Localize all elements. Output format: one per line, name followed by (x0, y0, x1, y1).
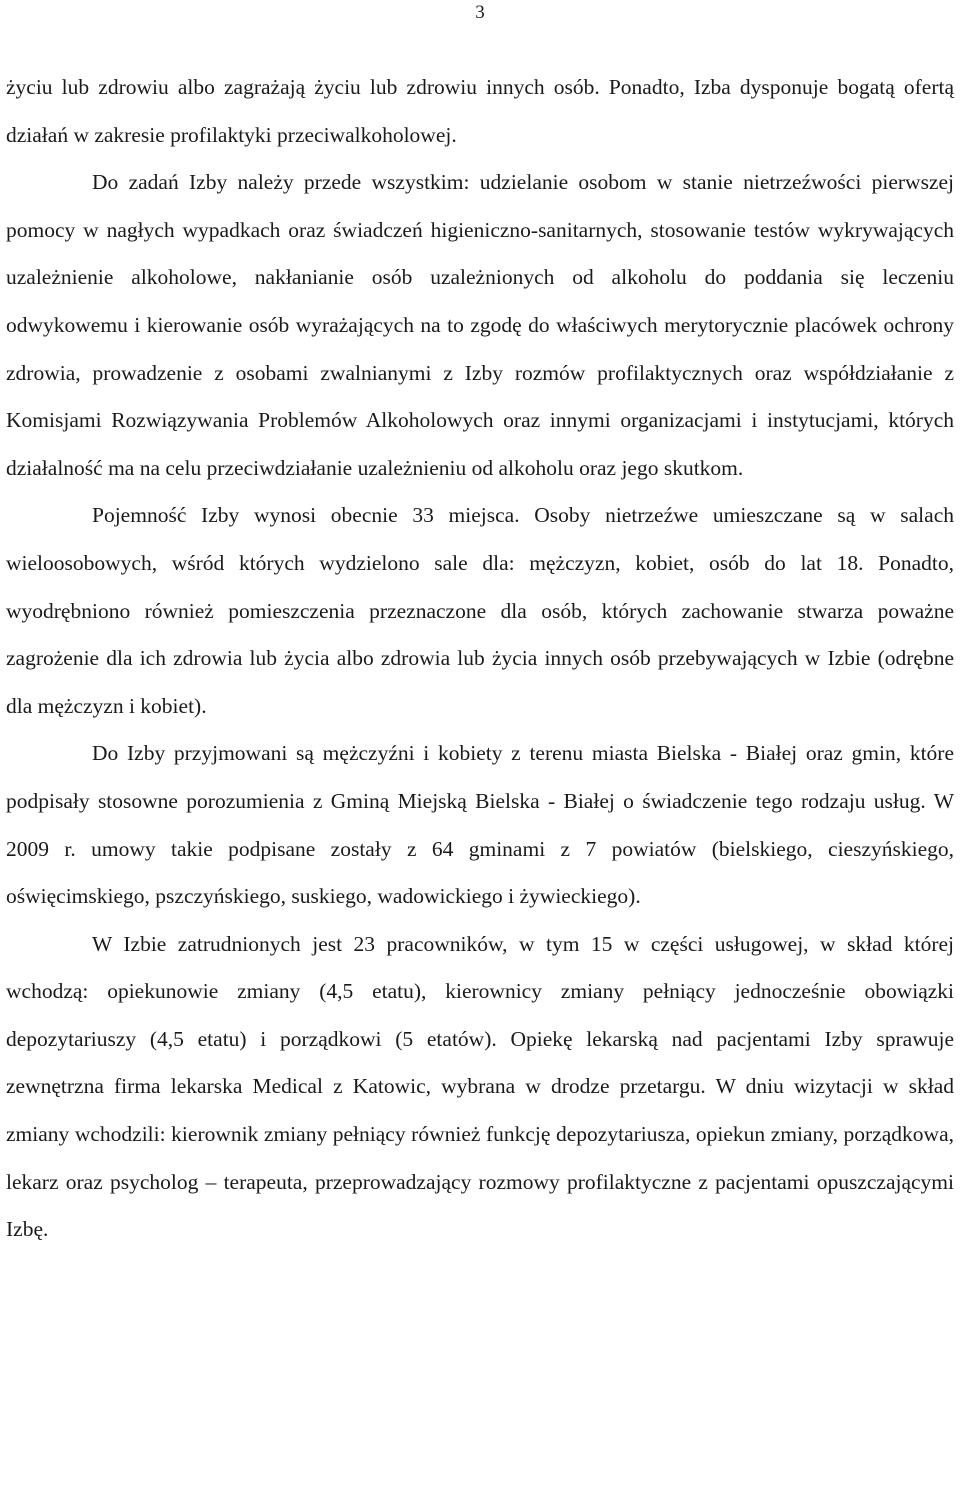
paragraph-4: Do Izby przyjmowani są mężczyźni i kobiety z terenu miasta Bielska - Białej oraz gmin, które podpisały stosowne porozumienia z Gminą Miejską Bielska - Białej o świadczenie tego rodzaju usług. W 2009 r. umowy takie podpisane zostały z 64 gminami z 7 powiatów (bielskiego, cieszyńskiego, oświęcimskiego, pszczyńskiego, suskiego, wadowickiego i żywieckiego). (6, 741, 954, 909)
paragraph-2: Do zadań Izby należy przede wszystkim: udzielanie osobom w stanie nietrzeźwości pierwszej pomocy w nagłych wypadkach oraz świadczeń higieniczno-sanitarnych, stosowanie testów wykrywających uzależnienie alkoholowe, nakłanianie osób uzależnionych od alkoholu do poddania się leczeniu odwykowemu i kierowanie osób wyrażających na to zgodę do właściwych merytorycznie placówek ochrony zdrowia, prowadzenie z osobami zwalnianymi z Izby rozmów profilaktycznych oraz współdziałanie z Komisjami Rozwiązywania Problemów Alkoholowych oraz innymi organizacjami i instytucjami, których działalność ma na celu przeciwdziałanie uzależnieniu od alkoholu oraz jego skutkom. (6, 170, 954, 480)
page-number: 3 (475, 2, 485, 23)
paragraph-3: Pojemność Izby wynosi obecnie 33 miejsca. Osoby nietrzeźwe umieszczane są w salach wieloosobowych, wśród których wydzielono sale dla: mężczyzn, kobiet, osób do lat 18. Ponadto, wyodrębniono również pomieszczenia przeznaczone dla osób, których zachowanie stwarza poważne zagrożenie dla ich zdrowia lub życia albo zdrowia lub życia innych osób przebywających w Izbie (odrębne dla mężczyzn i kobiet). (6, 503, 954, 718)
paragraph-1: życiu lub zdrowiu albo zagrażają życiu lub zdrowiu innych osób. Ponadto, Izba dysponuje bogatą ofertą działań w zakresie profilaktyki przeciwalkoholowej. (6, 75, 954, 147)
document-body (6, 64, 954, 1254)
paragraph-5: W Izbie zatrudnionych jest 23 pracowników, w tym 15 w części usługowej, w skład której wchodzą: opiekunowie zmiany (4,5 etatu), kierownicy zmiany pełniący jednocześnie obowiązki depozytariuszy (4,5 etatu) i porządkowi (5 etatów). Opiekę lekarską nad pacjentami Izby sprawuje zewnętrzna firma lekarska Medical z Katowic, wybrana w drodze przetargu. W dniu wizytacji w skład zmiany wchodzili: kierownik zmiany pełniący również funkcję depozytariusza, opiekun zmiany, porządkowa, lekarz oraz psycholog – terapeuta, przeprowadzający rozmowy profilaktyczne z pacjentami opuszczającymi Izbę. (6, 931, 954, 1242)
